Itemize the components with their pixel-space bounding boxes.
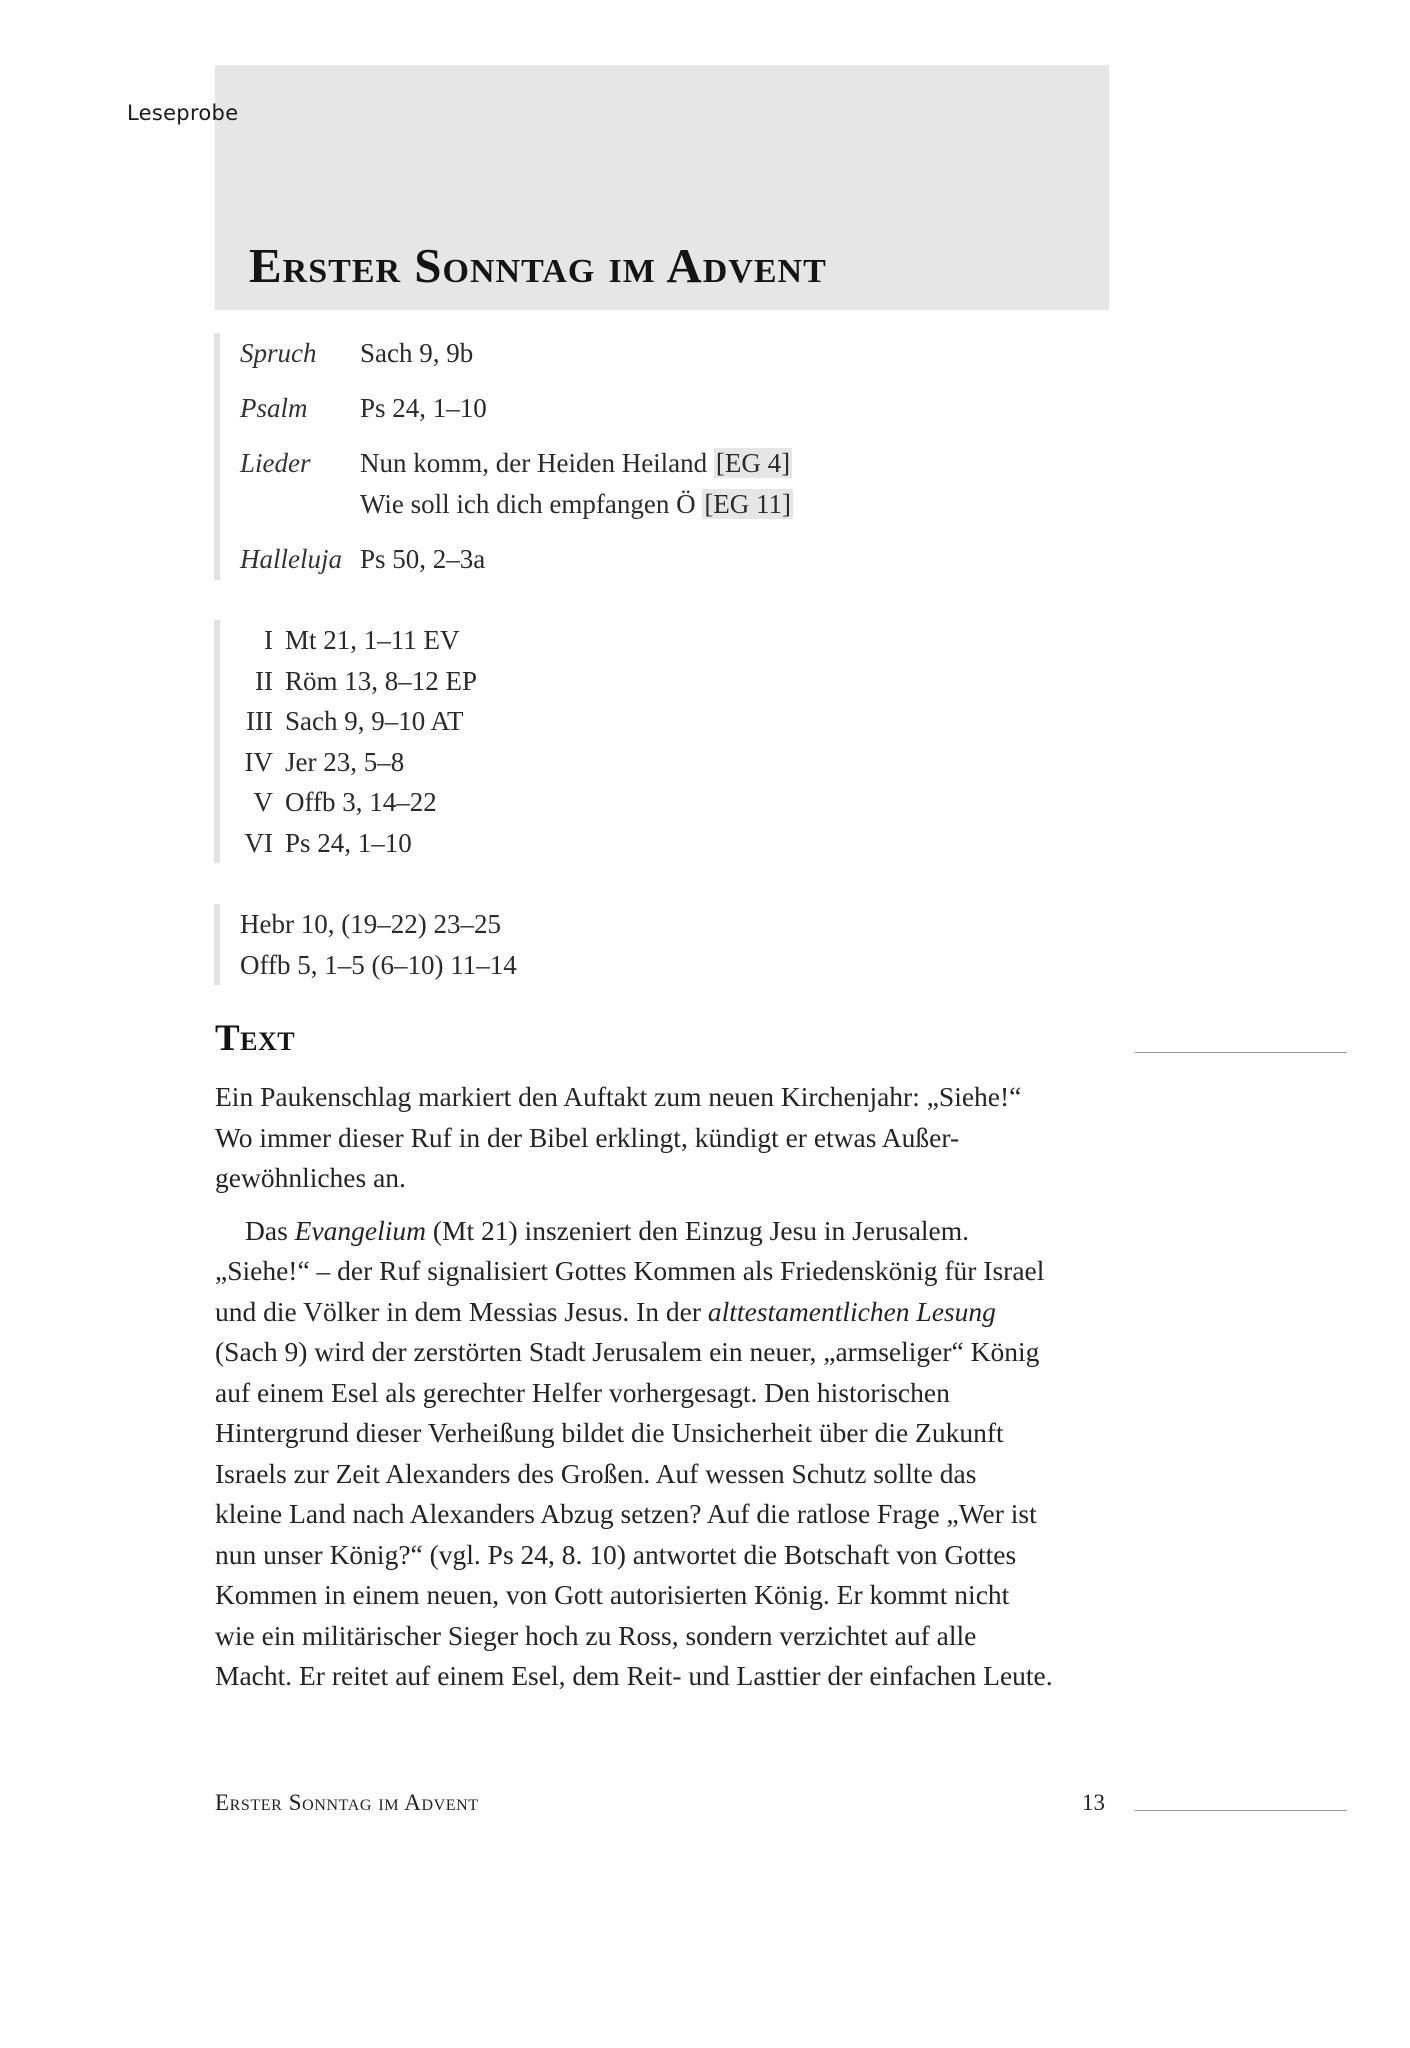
- proprium-block: [214, 333, 793, 580]
- halleluja-row: [240, 539, 793, 580]
- perikope-number: VI: [244, 827, 273, 858]
- perikope-text: Mt 21, 1–11 EV: [285, 625, 460, 655]
- weitere-text-item: Offb 5, 1–5 (6–10) 11–14: [240, 949, 517, 980]
- perikope-number: I: [264, 625, 273, 655]
- perikope-text: Jer 23, 5–8: [285, 746, 405, 777]
- text-line: Das Evangelium (Mt 21) inszeniert den Einzug Jesu in Jerusalem.: [245, 1214, 970, 1246]
- perikope-row: [240, 742, 477, 783]
- perikope-row: [240, 782, 477, 823]
- text-line: Wo immer dieser Ruf in der Bibel erklingt, kündigt er etwas Außer-: [215, 1121, 960, 1153]
- perikope-row: [240, 661, 477, 702]
- song-1-ref[interactable]: [EG 4]: [715, 448, 791, 478]
- text-line: gewöhnliches an.: [215, 1162, 406, 1193]
- halleluja-value: Ps 50, 2–3a: [360, 544, 486, 574]
- song-2-ref[interactable]: [EG 11]: [704, 489, 792, 519]
- psalm-value: Ps 24, 1–10: [360, 393, 487, 423]
- perikopen-block: [214, 620, 477, 863]
- paragraph-1: [215, 1077, 1115, 1199]
- perikope-text: Offb 3, 14–22: [285, 787, 437, 817]
- emphasis-lesung: alttestamentlichen Lesung: [707, 1295, 996, 1327]
- perikope-row: [240, 823, 477, 864]
- text-line: „Siehe!“ – der Ruf signalisiert Gottes Kommen als Friedenskönig für Israel: [215, 1255, 1045, 1286]
- body-text: [215, 1077, 1115, 1697]
- title-band: [215, 65, 1109, 310]
- watermark-leseprobe: Leseprobe: [127, 101, 239, 125]
- page-title: Erster Sonntag im Advent: [249, 238, 827, 293]
- page-number: 13: [1082, 1790, 1105, 1815]
- halleluja-label: Halleluja: [240, 544, 342, 574]
- weitere-texte-block: [214, 904, 517, 985]
- perikope-number: III: [246, 706, 273, 736]
- text-line: auf einem Esel als gerechter Helfer vorhergesagt. Den historischen: [215, 1376, 950, 1408]
- weitere-text-item: Hebr 10, (19–22) 23–25: [240, 909, 501, 939]
- text-line: nun unser König?“ (vgl. Ps 24, 8. 10) antwortet die Botschaft von Gottes: [215, 1538, 1017, 1570]
- lieder-value: [360, 443, 793, 525]
- perikope-number: II: [255, 665, 273, 696]
- song-2: Wie soll ich dich empfangen Ö: [360, 489, 703, 519]
- perikope-number: V: [253, 787, 273, 817]
- perikope-row: [240, 701, 477, 742]
- text-line: wie ein militärischer Sieger hoch zu Ross, sondern verzichtet auf alle: [215, 1619, 977, 1651]
- perikope-row: [240, 620, 477, 661]
- margin-rule-footer: [1135, 1810, 1347, 1811]
- text-line: kleine Land nach Alexanders Abzug setzen? Auf die ratlose Frage „Wer ist: [215, 1498, 1037, 1529]
- lieder-row: [240, 443, 793, 525]
- psalm-row: [240, 388, 793, 429]
- text-line: Israels zur Zeit Alexanders des Großen. Auf wessen Schutz sollte das: [215, 1457, 977, 1489]
- spruch-row: [240, 333, 793, 374]
- footer-title: Erster Sonntag im Advent: [215, 1790, 479, 1815]
- text-line: und die Völker in dem Messias Jesus. In der alttestamentlichen Lesung: [215, 1295, 996, 1327]
- text-line: Hintergrund dieser Verheißung bildet die Unsicherheit über die Zukunft: [215, 1417, 1004, 1448]
- lieder-label: Lieder: [240, 448, 311, 478]
- spruch-value: Sach 9, 9b: [360, 338, 474, 368]
- emphasis-evangelium: Evangelium: [294, 1214, 427, 1246]
- perikope-text: Röm 13, 8–12 EP: [285, 665, 478, 696]
- psalm-label: Psalm: [240, 393, 308, 423]
- perikope-text: Ps 24, 1–10: [285, 827, 412, 858]
- text-line: (Sach 9) wird der zerstörten Stadt Jerusalem ein neuer, „armseliger“ König: [215, 1336, 1040, 1367]
- spruch-label: Spruch: [240, 338, 317, 368]
- text-line: Ein Paukenschlag markiert den Auftakt zum neuen Kirchenjahr: „Siehe!“: [215, 1081, 1022, 1112]
- margin-rule-top: [1135, 1052, 1347, 1053]
- song-1: Nun komm, der Heiden Heiland: [360, 448, 714, 478]
- paragraph-2: [215, 1211, 1115, 1697]
- text-line: Macht. Er reitet auf einem Esel, dem Reit- und Lasttier der einfachen Leute.: [215, 1660, 1053, 1691]
- perikope-number: IV: [244, 746, 273, 777]
- section-heading-text: Text: [215, 1018, 296, 1059]
- text-line: Kommen in einem neuen, von Gott autorisierten König. Er kommt nicht: [215, 1579, 1010, 1610]
- perikope-text: Sach 9, 9–10 AT: [285, 706, 464, 736]
